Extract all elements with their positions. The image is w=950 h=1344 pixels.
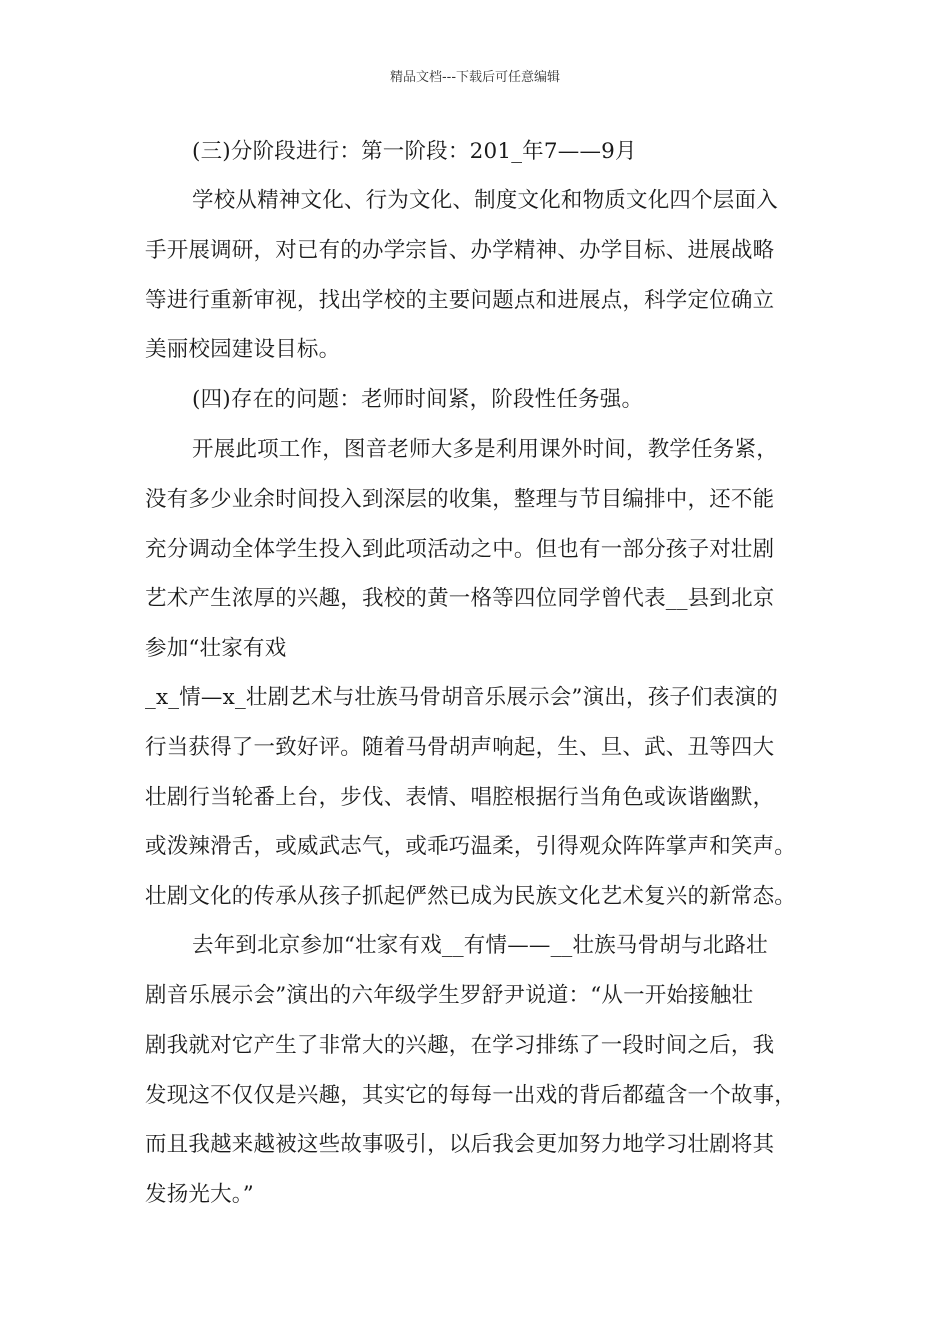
text-line: 等进行重新审视，找出学校的主要问题点和进展点，科学定位确立	[145, 288, 775, 313]
text-line: 壮剧行当轮番上台，步伐、表情、唱腔根据行当角色或诙谐幽默，	[145, 785, 775, 810]
text-line: 或泼辣滑舌，或威武志气，或乖巧温柔，引得观众阵阵掌声和笑声。	[145, 834, 797, 859]
text-line: 充分调动全体学生投入到此项活动之中。但也有一部分孩子对壮剧	[145, 537, 775, 562]
text-line: 美丽校园建设目标。	[145, 337, 341, 362]
text-line: 去年到北京参加“壮家有戏__有情——__壮族马骨胡与北路壮	[192, 933, 768, 958]
text-line: 艺术产生浓厚的兴趣，我校的黄一格等四位同学曾代表__县到北京	[145, 586, 775, 611]
text-line: 开展此项工作，图音老师大多是利用课外时间，教学任务紧，	[192, 437, 778, 462]
text-line: 发现这不仅仅是兴趣，其实它的每每一出戏的背后都蕴含一个故事，	[145, 1083, 797, 1108]
text-line: 学校从精神文化、行为文化、制度文化和物质文化四个层面入	[192, 188, 778, 213]
text-line: 壮剧文化的传承从孩子抓起俨然已成为民族文化艺术复兴的新常态。	[145, 884, 797, 909]
text-line: _x_情—x_壮剧艺术与壮族马骨胡音乐展示会”演出，孩子们表演的	[145, 685, 778, 710]
text-line: 剧音乐展示会”演出的六年级学生罗舒尹说道：“从一开始接触壮	[145, 983, 754, 1008]
text-line: 行当获得了一致好评。随着马骨胡声响起，生、旦、武、丑等四大	[145, 735, 775, 760]
text-line: (四)存在的问题：老师时间紧，阶段性任务强。	[192, 387, 644, 412]
text-line: 而且我越来越被这些故事吸引，以后我会更加努力地学习壮剧将其	[145, 1132, 775, 1157]
text-line: 参加“壮家有戏	[145, 636, 287, 661]
text-line: (三)分阶段进行：第一阶段：201_年7——9月	[192, 139, 637, 164]
text-line: 没有多少业余时间投入到深层的收集，整理与节目编排中，还不能	[145, 487, 775, 512]
page-header: 精品文档---下载后可任意编辑	[389, 70, 561, 85]
text-line: 发扬光大。”	[145, 1182, 254, 1207]
text-line: 手开展调研，对已有的办学宗旨、办学精神、办学目标、进展战略	[145, 238, 775, 263]
text-line: 剧我就对它产生了非常大的兴趣，在学习排练了一段时间之后，我	[145, 1033, 775, 1058]
